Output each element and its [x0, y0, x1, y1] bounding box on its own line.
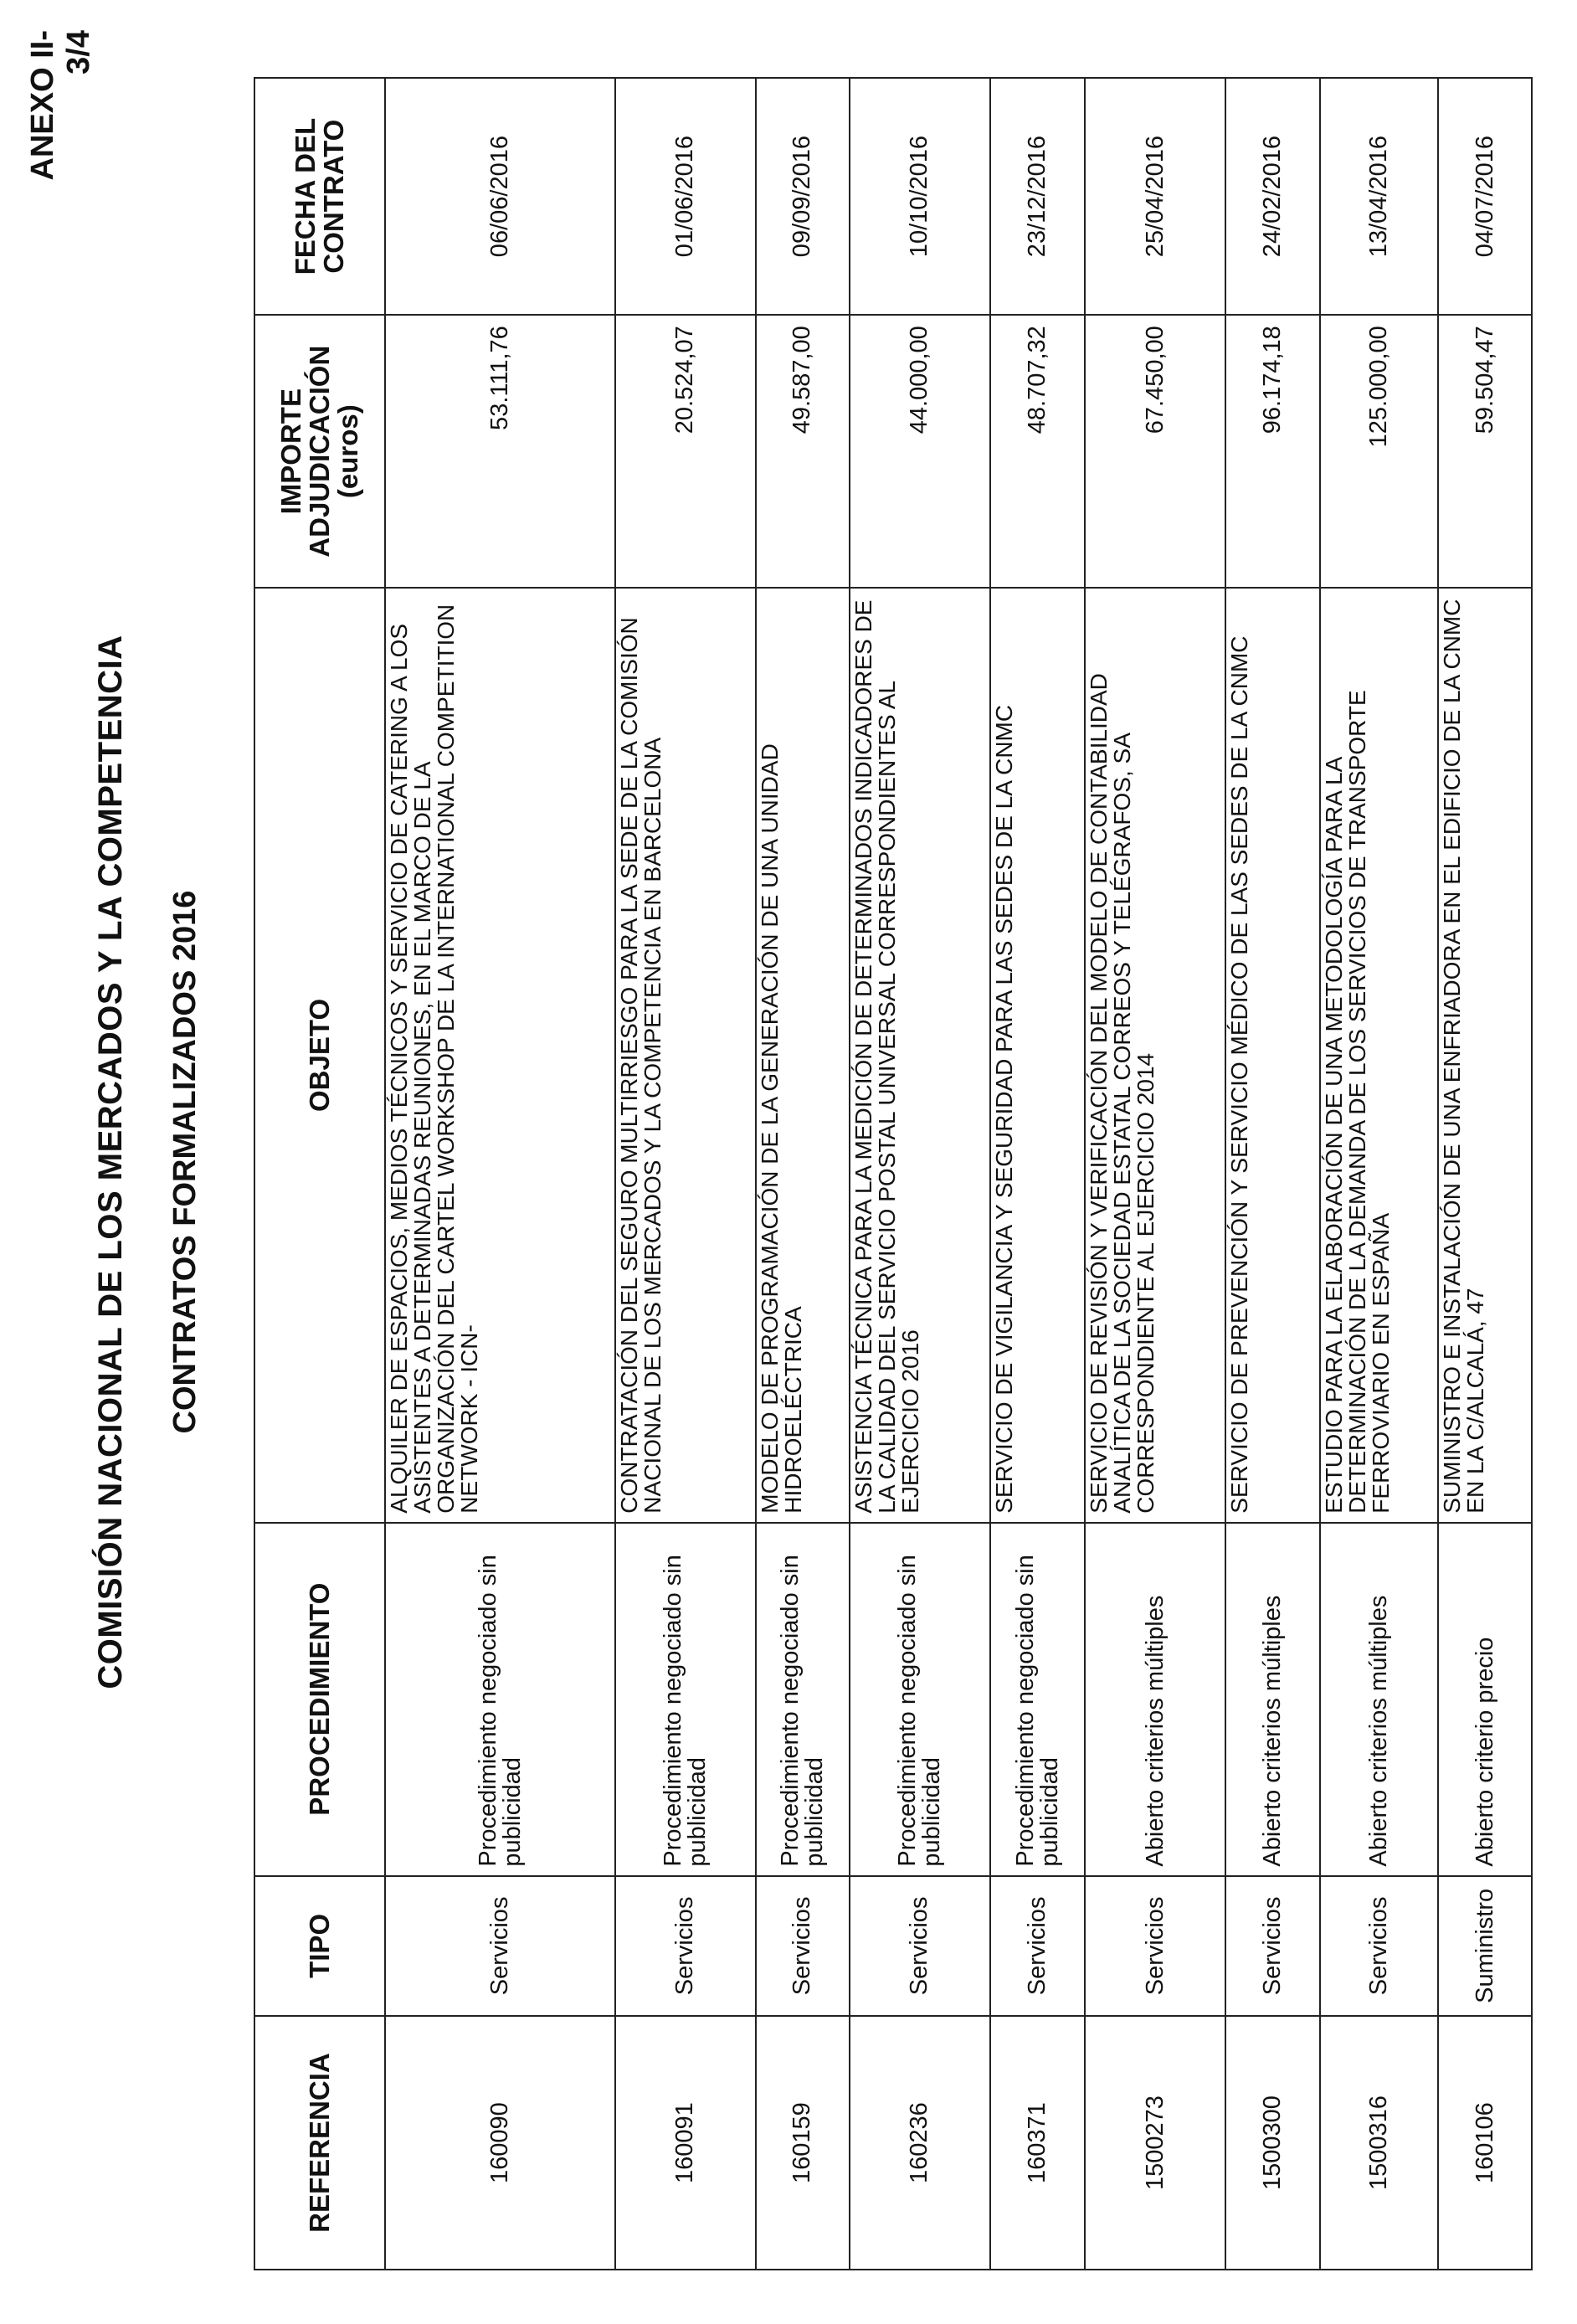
- cell-tipo: Servicios: [756, 1876, 850, 2017]
- cell-objeto: SERVICIO DE REVISIÓN Y VERIFICACIÓN DEL MODELO DE CONTABILIDAD ANALÍTICA DE LA SOCIEDAD ESTATAL CORREOS Y TELÉGRAFOS, SA CORRESPONDIENTE AL EJERCICIO 2014: [1085, 588, 1225, 1523]
- header-tipo: TIPO: [254, 1876, 385, 2017]
- cell-fecha: 04/07/2016: [1438, 78, 1532, 315]
- header-importe-line3: (euros): [332, 404, 363, 499]
- cell-importe: 67.450,00: [1085, 315, 1225, 588]
- cell-objeto: MODELO DE PROGRAMACIÓN DE LA GENERACIÓN DE UNA UNIDAD HIDROELÉCTRICA: [756, 588, 850, 1523]
- table-row: [1085, 78, 1225, 2270]
- cell-referencia: 160090: [385, 2016, 615, 2270]
- cell-fecha: 01/06/2016: [615, 78, 756, 315]
- cell-procedimiento: Procedimiento negociado sin publicidad: [990, 1523, 1086, 1876]
- header-referencia: REFERENCIA: [254, 2016, 385, 2270]
- cell-fecha: 23/12/2016: [990, 78, 1086, 315]
- cell-referencia: 160159: [756, 2016, 850, 2270]
- table-row: [850, 78, 990, 2270]
- cell-procedimiento: Procedimiento negociado sin publicidad: [756, 1523, 850, 1876]
- document-subtitle: CONTRATOS FORMALIZADOS 2016: [167, 890, 203, 1434]
- cell-tipo: Servicios: [615, 1876, 756, 2017]
- cell-tipo: Servicios: [385, 1876, 615, 2017]
- cell-importe: 53.111,76: [385, 315, 615, 588]
- cell-referencia: 1500273: [1085, 2016, 1225, 2270]
- cell-tipo: Servicios: [1085, 1876, 1225, 2017]
- cell-fecha: 24/02/2016: [1225, 78, 1320, 315]
- header-fecha-line1: FECHA DEL: [290, 117, 321, 275]
- cell-referencia: 1500316: [1320, 2016, 1439, 2270]
- cell-importe: 48.707,32: [990, 315, 1086, 588]
- cell-procedimiento: Abierto criterios múltiples: [1320, 1523, 1439, 1876]
- cell-referencia: 1500300: [1225, 2016, 1320, 2270]
- header-procedimiento: PROCEDIMIENTO: [254, 1523, 385, 1876]
- table-row: [1225, 78, 1320, 2270]
- cell-objeto: SERVICIO DE PREVENCIÓN Y SERVICIO MÉDICO DE LAS SEDES DE LA CNMC: [1225, 588, 1320, 1523]
- table-row: [756, 78, 850, 2270]
- cell-referencia: 160371: [990, 2016, 1086, 2270]
- cell-objeto: CONTRATACIÓN DEL SEGURO MULTIRRIESGO PARA LA SEDE DE LA COMISIÓN NACIONAL DE LOS MERCADOS Y LA COMPETENCIA EN BARCELONA: [615, 588, 756, 1523]
- header-importe: [254, 315, 385, 588]
- cell-tipo: Servicios: [1225, 1876, 1320, 2017]
- cell-tipo: Servicios: [850, 1876, 990, 2017]
- cell-procedimiento: Procedimiento negociado sin publicidad: [615, 1523, 756, 1876]
- header-fecha: [254, 78, 385, 315]
- header-importe-line1: IMPORTE: [275, 388, 306, 515]
- header-objeto: OBJETO: [254, 588, 385, 1523]
- table-row: [1438, 78, 1532, 2270]
- table-row: [1320, 78, 1439, 2270]
- cell-procedimiento: Abierto criterios múltiples: [1085, 1523, 1225, 1876]
- table-row: [615, 78, 756, 2270]
- cell-tipo: Suministro: [1438, 1876, 1532, 2017]
- cell-objeto: ASISTENCIA TÉCNICA PARA LA MEDICIÓN DE DETERMINADOS INDICADORES DE LA CALIDAD DEL SERVICIO POSTAL UNIVERSAL CORRESPONDIENTES AL EJERCICIO 2016: [850, 588, 990, 1523]
- table-row: [990, 78, 1086, 2270]
- cell-importe: 59.504,47: [1438, 315, 1532, 588]
- cell-fecha: 06/06/2016: [385, 78, 615, 315]
- cell-referencia: 160236: [850, 2016, 990, 2270]
- cell-fecha: 13/04/2016: [1320, 78, 1439, 315]
- cell-fecha: 25/04/2016: [1085, 78, 1225, 315]
- cell-referencia: 160106: [1438, 2016, 1532, 2270]
- header-importe-line2: ADJUDICACIÓN: [304, 345, 335, 558]
- cell-objeto: SUMINISTRO E INSTALACIÓN DE UNA ENFRIADORA EN EL EDIFICIO DE LA CNMC EN LA C/ALCALÁ, 47: [1438, 588, 1532, 1523]
- cell-procedimiento: Procedimiento negociado sin publicidad: [850, 1523, 990, 1876]
- cell-importe: 96.174,18: [1225, 315, 1320, 588]
- cell-procedimiento: Abierto criterios múltiples: [1225, 1523, 1320, 1876]
- document-title: COMISIÓN NACIONAL DE LOS MERCADOS Y LA COMPETENCIA: [92, 635, 129, 1689]
- cell-importe: 49.587,00: [756, 315, 850, 588]
- cell-importe: 20.524,07: [615, 315, 756, 588]
- cell-importe: 44.000,00: [850, 315, 990, 588]
- cell-referencia: 160091: [615, 2016, 756, 2270]
- cell-procedimiento: Procedimiento negociado sin publicidad: [385, 1523, 615, 1876]
- table-row: [385, 78, 615, 2270]
- contracts-table: [254, 77, 1533, 2270]
- cell-objeto: ESTUDIO PARA LA ELABORACIÓN DE UNA METODOLOGÍA PARA LA DETERMINACIÓN DE LA DEMANDA DE LOS SERVICIOS DE TRANSPORTE FERROVIARIO EN ESPAÑA: [1320, 588, 1439, 1523]
- header-row: [254, 78, 385, 2270]
- cell-fecha: 09/09/2016: [756, 78, 850, 315]
- cell-fecha: 10/10/2016: [850, 78, 990, 315]
- annex-label: ANEXO II-3/4: [25, 30, 96, 181]
- cell-procedimiento: Abierto criterio precio: [1438, 1523, 1532, 1876]
- cell-tipo: Servicios: [1320, 1876, 1439, 2017]
- cell-importe: 125.000,00: [1320, 315, 1439, 588]
- cell-objeto: SERVICIO DE VIGILANCIA Y SEGURIDAD PARA LAS SEDES DE LA CNMC: [990, 588, 1086, 1523]
- header-fecha-line2: CONTRATO: [318, 119, 349, 274]
- cell-objeto: ALQUILER DE ESPACIOS, MEDIOS TÉCNICOS Y SERVICIO DE CATERING A LOS ASISTENTES A DETERMINADAS REUNIONES, EN EL MARCO DE LA ORGANIZACIÓN DEL CARTEL WORKSHOP DE LA INTERNATIONAL COMPETITION NETWORK - ICN-: [385, 588, 615, 1523]
- cell-tipo: Servicios: [990, 1876, 1086, 2017]
